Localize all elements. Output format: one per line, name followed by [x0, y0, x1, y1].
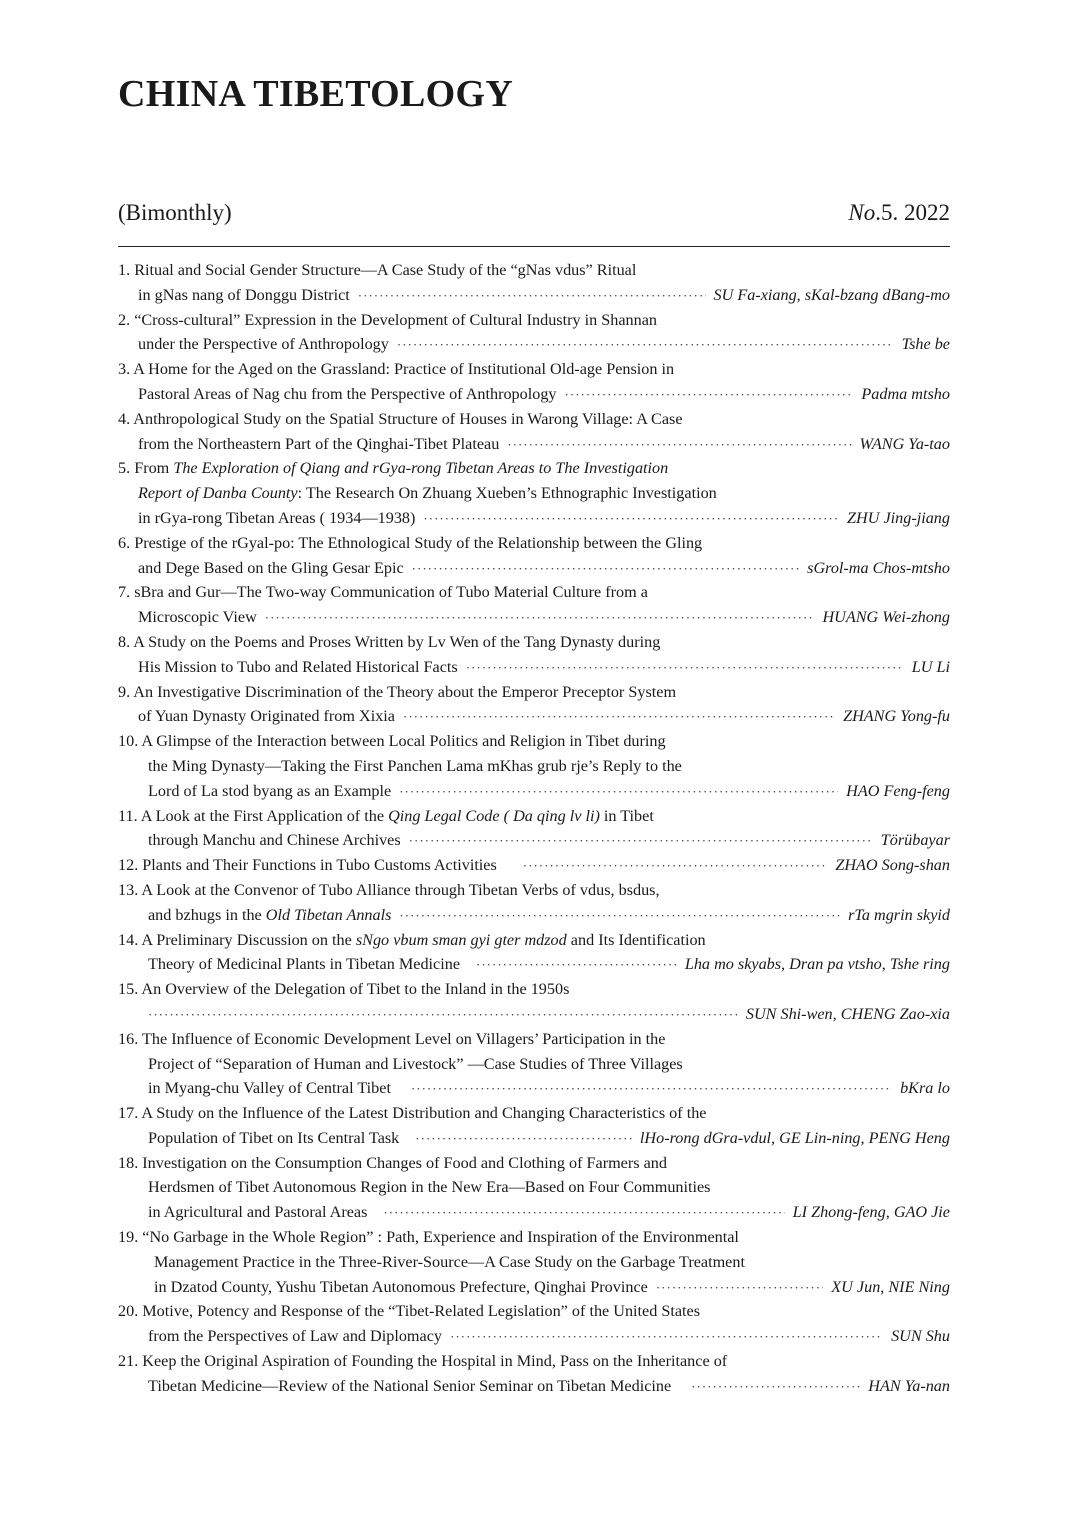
toc-author: Lha mo skyabs, Dran pa vtsho, Tshe ring: [684, 955, 950, 974]
frequency-label: (Bimonthly): [118, 200, 232, 225]
toc-line: 12. Plants and Their Functions in Tubo Customs Activities ····· ZHAO Song-shan: [118, 853, 950, 878]
toc-line: in Agricultural and Pastoral Areas ····· LI Zhong-feng, GAO Jie: [118, 1200, 950, 1225]
leader-dots: [565, 383, 854, 408]
table-of-contents: [118, 258, 950, 1399]
leader-dots: [507, 433, 851, 458]
toc-line: of Yuan Dynasty Originated from Xixia ····· ZHANG Yong-fu: [118, 704, 950, 729]
toc-line: in gNas nang of Donggu District ····· SU Fa-xiang, sKal-bzang dBang-mo: [118, 283, 950, 308]
toc-author: sGrol-ma Chos-mtsho: [807, 558, 950, 577]
toc-author: rTa mgrin skyid: [848, 905, 950, 924]
toc-line: 7. sBra and Gur—The Two-way Communication of Tubo Material Culture from a: [118, 583, 648, 602]
leader-dots: [423, 507, 839, 532]
toc-line: Herdsmen of Tibet Autonomous Region in the New Era—Based on Four Communities: [148, 1178, 711, 1197]
toc-author: HUANG Wei-zhong: [822, 608, 950, 627]
toc-line: Theory of Medicinal Plants in Tibetan Medicine ····· Lha mo skyabs, Dran pa vtsho, Tshe ring: [118, 952, 950, 977]
leader-dots: [397, 333, 894, 358]
leader-dots: [399, 780, 838, 805]
toc-line: Project of “Separation of Human and Livestock” —Case Studies of Three Villages: [148, 1054, 683, 1073]
toc-line: from the Northeastern Part of the Qinghai-Tibet Plateau ····· WANG Ya-tao: [118, 432, 950, 457]
leader-dots: [476, 953, 677, 978]
toc-line: 20. Motive, Potency and Response of the “Tibet-Related Legislation” of the United States: [118, 1302, 701, 1321]
leader-dots: [466, 656, 904, 681]
toc-line: 19. “No Garbage in the Whole Region” : Path, Experience and Inspiration of the Environmental: [118, 1228, 739, 1247]
toc-line: 2. “Cross-cultural” Expression in the Development of Cultural Industry in Shannan: [118, 310, 658, 329]
issue-header: [118, 200, 950, 247]
toc-author: ZHAO Song-shan: [835, 856, 950, 875]
toc-line: 5. From The Exploration of Qiang and rGya-rong Tibetan Areas to The Investigation: [118, 459, 669, 478]
toc-author: WANG Ya-tao: [859, 434, 950, 453]
toc-line: Lord of La stod byang as an Example ····· HAO Feng-feng: [118, 779, 950, 804]
toc-author: LI Zhong-feng, GAO Jie: [792, 1203, 950, 1222]
toc-line: and Dege Based on the Gling Gesar Epic ····· sGrol-ma Chos-mtsho: [118, 556, 950, 581]
toc-line: Population of Tibet on Its Central Task ····· lHo-rong dGra-vdul, GE Lin-ning, PENG Heng: [118, 1126, 950, 1151]
toc-line: 13. A Look at the Convenor of Tubo Alliance through Tibetan Verbs of vdus, bsdus,: [118, 880, 660, 899]
leader-dots: [411, 1077, 892, 1102]
toc-line: in rGya-rong Tibetan Areas ( 1934—1938) ····· ZHU Jing-jiang: [118, 506, 950, 531]
toc-author: SUN Shi-wen, CHENG Zao-xia: [745, 1004, 950, 1023]
toc-author: bKra lo: [900, 1079, 950, 1098]
toc-line: 10. A Glimpse of the Interaction between Local Politics and Religion in Tibet during: [118, 732, 666, 751]
leader-dots: [399, 904, 840, 929]
toc-line: 15. An Overview of the Delegation of Tibet to the Inland in the 1950s: [118, 980, 570, 999]
leader-dots: [691, 1375, 860, 1400]
leader-dots: [450, 1325, 883, 1350]
leader-dots: [412, 557, 799, 582]
toc-line: 16. The Influence of Economic Development Level on Villagers’ Participation in the: [118, 1029, 666, 1048]
leader-dots: [415, 1127, 632, 1152]
leader-dots: [403, 705, 835, 730]
issue-number: No.5. 2022: [848, 200, 950, 225]
toc-author: lHo-rong dGra-vdul, GE Lin-ning, PENG Heng: [639, 1128, 950, 1147]
toc-line: His Mission to Tubo and Related Historical Facts ····· LU Li: [118, 655, 950, 680]
toc-line: [118, 1002, 950, 1027]
toc-author: HAN Ya-nan: [868, 1376, 950, 1395]
toc-author: ZHU Jing-jiang: [847, 508, 950, 527]
toc-line: Tibetan Medicine—Review of the National Senior Seminar on Tibetan Medicine ····· HAN Ya-nan: [118, 1374, 950, 1399]
toc-line: from the Perspectives of Law and Diplomacy ····· SUN Shu: [118, 1324, 950, 1349]
leader-dots: [265, 606, 815, 631]
toc-line: 21. Keep the Original Aspiration of Founding the Hospital in Mind, Pass on the Inheritance of: [118, 1352, 728, 1371]
toc-line: 14. A Preliminary Discussion on the sNgo vbum sman gyi gter mdzod and Its Identification: [118, 930, 706, 949]
toc-line: in Myang-chu Valley of Central Tibet ····· bKra lo: [118, 1076, 950, 1101]
toc-line: Report of Danba County: The Research On Zhuang Xueben’s Ethnographic Investigation: [138, 484, 717, 503]
toc-line: through Manchu and Chinese Archives ····· Törübayar: [118, 828, 950, 853]
toc-author: ZHANG Yong-fu: [843, 707, 950, 726]
toc-author: Tshe be: [901, 335, 950, 354]
leader-dots: [358, 284, 706, 309]
toc-line: Pastoral Areas of Nag chu from the Perspective of Anthropology ····· Padma mtsho: [118, 382, 950, 407]
toc-author: Padma mtsho: [861, 384, 950, 403]
toc-line: 9. An Investigative Discrimination of the Theory about the Emperor Preceptor System: [118, 682, 677, 701]
toc-author: SU Fa-xiang, sKal-bzang dBang-mo: [713, 285, 950, 304]
toc-line: Microscopic View ····· HUANG Wei-zhong: [118, 605, 950, 630]
leader-dots: [523, 854, 828, 879]
toc-line: 4. Anthropological Study on the Spatial Structure of Houses in Warong Village: A Case: [118, 409, 683, 428]
toc-line: in Dzatod County, Yushu Tibetan Autonomous Prefecture, Qinghai Province ····· XU Jun, NIE Ning: [118, 1275, 950, 1300]
toc-author: HAO Feng-feng: [846, 781, 950, 800]
toc-line: 8. A Study on the Poems and Proses Written by Lv Wen of the Tang Dynasty during: [118, 632, 661, 651]
toc-author: Törübayar: [880, 831, 950, 850]
leader-dots: [656, 1276, 823, 1301]
toc-line: Management Practice in the Three-River-Source—A Case Study on the Garbage Treatment: [154, 1252, 745, 1271]
toc-line: the Ming Dynasty—Taking the First Panchen Lama mKhas grub rje’s Reply to the: [148, 756, 682, 775]
toc-line: 1. Ritual and Social Gender Structure—A Case Study of the “gNas vdus” Ritual: [118, 261, 637, 279]
toc-line: 18. Investigation on the Consumption Changes of Food and Clothing of Farmers and: [118, 1153, 667, 1172]
toc-line: 6. Prestige of the rGyal-po: The Ethnological Study of the Relationship between the Gling: [118, 533, 703, 552]
journal-title: CHINA TIBETOLOGY: [118, 73, 514, 115]
leader-dots: [148, 1003, 738, 1028]
leader-dots: [409, 829, 873, 854]
toc-line: 3. A Home for the Aged on the Grassland: Practice of Institutional Old-age Pension in: [118, 360, 675, 379]
toc-author: SUN Shu: [891, 1327, 950, 1346]
toc-author: XU Jun, NIE Ning: [831, 1277, 950, 1296]
leader-dots: [383, 1201, 784, 1226]
toc-author: LU Li: [911, 657, 950, 676]
toc-line: 11. A Look at the First Application of the Qing Legal Code ( Da qing lv li) in Tibet: [118, 806, 654, 825]
toc-line: 17. A Study on the Influence of the Latest Distribution and Changing Characteristics of the: [118, 1104, 707, 1123]
toc-line: and bzhugs in the Old Tibetan Annals ····· rTa mgrin skyid: [118, 903, 950, 928]
toc-line: under the Perspective of Anthropology ····· Tshe be: [118, 332, 950, 357]
